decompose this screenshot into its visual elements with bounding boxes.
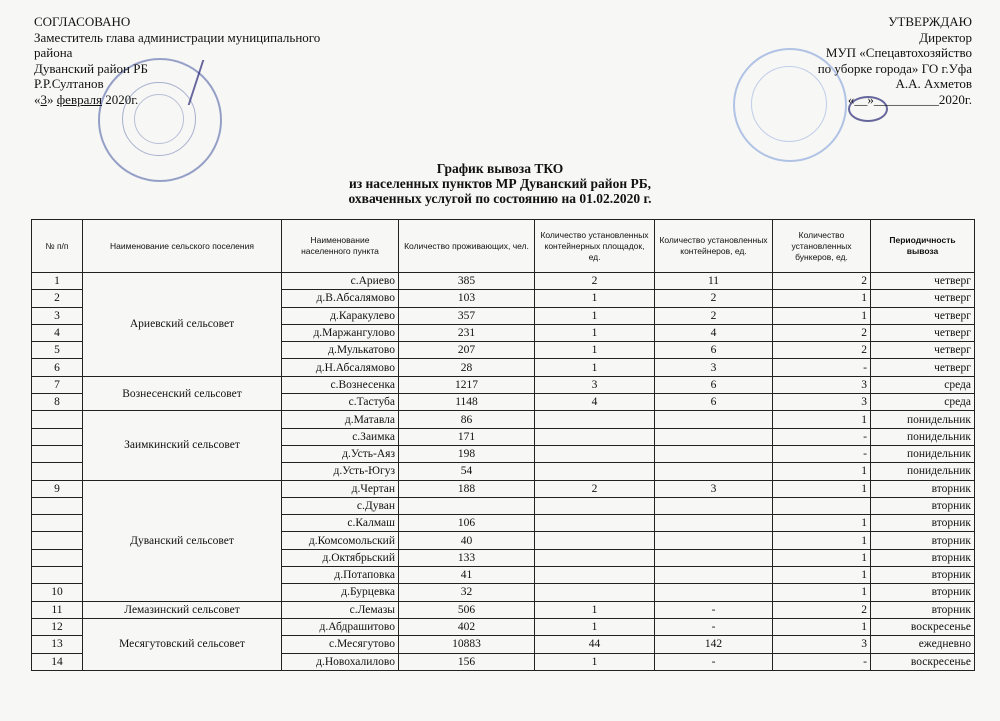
title-line: охваченных услугой по состоянию на 01.02.2020 г.	[348, 191, 652, 206]
row-number-cell: 11	[32, 601, 83, 618]
frequency-cell: вторник	[871, 532, 975, 549]
containers-cell	[655, 515, 773, 532]
population-cell: 198	[399, 445, 535, 462]
column-header: Наименование населенного пункта	[282, 220, 399, 273]
approval-date: «__»__________2020г.	[847, 91, 972, 107]
column-header: Количество установленных контейнеров, ед.	[655, 220, 773, 273]
sites-cell: 1	[535, 324, 655, 341]
sites-cell: 1	[535, 359, 655, 376]
bunkers-cell: 1	[773, 463, 871, 480]
row-number-cell	[32, 567, 83, 584]
approval-line: Дуванский район РБ	[34, 60, 148, 76]
frequency-cell: вторник	[871, 480, 975, 497]
bunkers-cell	[773, 497, 871, 514]
bunkers-cell: -	[773, 359, 871, 376]
containers-cell: -	[655, 618, 773, 635]
approval-heading: УТВЕРЖДАЮ	[888, 14, 972, 29]
column-header: Количество проживающих, чел.	[399, 220, 535, 273]
bunkers-cell: -	[773, 653, 871, 670]
locality-cell: с.Дуван	[282, 497, 399, 514]
population-cell: 171	[399, 428, 535, 445]
containers-cell	[655, 567, 773, 584]
approval-line: МУП «Спецавтохозяйство	[825, 45, 972, 60]
frequency-cell: вторник	[871, 497, 975, 514]
table-row	[32, 618, 975, 635]
frequency-cell: четверг	[871, 290, 975, 307]
settlement-cell: Заимкинский сельсовет	[83, 411, 282, 480]
approval-heading: СОГЛАСОВАНО	[34, 14, 131, 29]
row-number-cell	[32, 428, 83, 445]
containers-cell: 6	[655, 376, 773, 393]
locality-cell: д.В.Абсалямово	[282, 290, 399, 307]
bunkers-cell: 2	[773, 324, 871, 341]
row-number-cell	[32, 549, 83, 566]
row-number-cell: 10	[32, 584, 83, 601]
row-number-cell	[32, 463, 83, 480]
containers-cell: 4	[655, 324, 773, 341]
containers-cell: -	[655, 653, 773, 670]
row-number-cell	[32, 411, 83, 428]
row-number-cell	[32, 515, 83, 532]
sites-cell: 1	[535, 618, 655, 635]
frequency-cell: четверг	[871, 273, 975, 290]
bunkers-cell: 2	[773, 342, 871, 359]
sites-cell: 3	[535, 376, 655, 393]
locality-cell: д.Новохалилово	[282, 653, 399, 670]
column-header: № п/п	[32, 220, 83, 273]
approval-date-month: февраля	[56, 91, 102, 107]
frequency-cell: вторник	[871, 584, 975, 601]
table-header-row	[32, 220, 975, 273]
settlement-cell: Лемазинский сельсовет	[83, 601, 282, 618]
containers-cell	[655, 532, 773, 549]
bunkers-cell: 3	[773, 394, 871, 411]
settlement-cell: Вознесенский сельсовет	[83, 376, 282, 411]
bunkers-cell: 1	[773, 618, 871, 635]
locality-cell: с.Тастуба	[282, 394, 399, 411]
frequency-cell: вторник	[871, 601, 975, 618]
row-number-cell: 1	[32, 273, 83, 290]
approval-line: Р.Р.Султанов	[34, 76, 104, 91]
sites-cell	[535, 549, 655, 566]
sites-cell	[535, 532, 655, 549]
frequency-cell: четверг	[871, 342, 975, 359]
frequency-cell: понидельник	[871, 463, 975, 480]
frequency-cell: среда	[871, 376, 975, 393]
title-line: из населенных пунктов МР Дуванский район РБ,	[348, 176, 652, 191]
population-cell: 86	[399, 411, 535, 428]
sites-cell	[535, 445, 655, 462]
approval-block-left	[34, 14, 354, 107]
containers-cell: 2	[655, 290, 773, 307]
containers-cell: 6	[655, 394, 773, 411]
locality-cell: д.Матавла	[282, 411, 399, 428]
sites-cell: 1	[535, 290, 655, 307]
sites-cell: 1	[535, 307, 655, 324]
locality-cell: д.Усть-Югуз	[282, 463, 399, 480]
population-cell: 357	[399, 307, 535, 324]
bunkers-cell: -	[773, 428, 871, 445]
population-cell: 207	[399, 342, 535, 359]
bunkers-cell: 1	[773, 307, 871, 324]
bunkers-cell: 1	[773, 584, 871, 601]
population-cell: 1148	[399, 394, 535, 411]
bunkers-cell: 1	[773, 567, 871, 584]
containers-cell: 6	[655, 342, 773, 359]
table-row	[32, 601, 975, 618]
sites-cell: 4	[535, 394, 655, 411]
document-title	[0, 161, 1000, 206]
locality-cell: с.Вознесенка	[282, 376, 399, 393]
bunkers-cell: 1	[773, 549, 871, 566]
population-cell: 156	[399, 653, 535, 670]
containers-cell	[655, 428, 773, 445]
row-number-cell: 6	[32, 359, 83, 376]
approval-line: района	[34, 45, 73, 60]
settlement-cell: Дуванский сельсовет	[83, 480, 282, 601]
locality-cell: д.Маржангулово	[282, 324, 399, 341]
population-cell: 10883	[399, 636, 535, 653]
approval-line: А.А. Ахметов	[895, 76, 972, 91]
locality-cell: д.Чертан	[282, 480, 399, 497]
sites-cell	[535, 497, 655, 514]
frequency-cell: вторник	[871, 567, 975, 584]
locality-cell: д.Бурцевка	[282, 584, 399, 601]
bunkers-cell: 1	[773, 411, 871, 428]
containers-cell: 2	[655, 307, 773, 324]
settlement-cell: Ариевский сельсовет	[83, 273, 282, 377]
frequency-cell: ежедневно	[871, 636, 975, 653]
locality-cell: д.Каракулево	[282, 307, 399, 324]
population-cell: 106	[399, 515, 535, 532]
frequency-cell: понидельник	[871, 428, 975, 445]
locality-cell: д.Комсомольский	[282, 532, 399, 549]
population-cell: 40	[399, 532, 535, 549]
approval-line: Заместитель глава администрации муниципального	[34, 29, 321, 45]
table-row	[32, 273, 975, 290]
locality-cell: д.Н.Абсалямово	[282, 359, 399, 376]
containers-cell	[655, 584, 773, 601]
row-number-cell: 3	[32, 307, 83, 324]
frequency-cell: понидельник	[871, 445, 975, 462]
population-cell: 54	[399, 463, 535, 480]
locality-cell: д.Абдрашитово	[282, 618, 399, 635]
approval-block-right	[652, 14, 972, 107]
column-header: Количество установленных бункеров, ед.	[773, 220, 871, 273]
frequency-cell: вторник	[871, 549, 975, 566]
frequency-cell: воскресенье	[871, 618, 975, 635]
locality-cell: д.Мулькатово	[282, 342, 399, 359]
bunkers-cell: 1	[773, 532, 871, 549]
column-header: Наименование сельского поселения	[83, 220, 282, 273]
containers-cell	[655, 411, 773, 428]
population-cell: 402	[399, 618, 535, 635]
bunkers-cell: 1	[773, 480, 871, 497]
frequency-cell: четверг	[871, 324, 975, 341]
frequency-cell: воскресенье	[871, 653, 975, 670]
bunkers-cell: 2	[773, 601, 871, 618]
locality-cell: с.Месягутово	[282, 636, 399, 653]
locality-cell: д.Усть-Аяз	[282, 445, 399, 462]
locality-cell: д.Потаповка	[282, 567, 399, 584]
sites-cell: 2	[535, 273, 655, 290]
frequency-cell: понидельник	[871, 411, 975, 428]
sites-cell	[535, 515, 655, 532]
containers-cell	[655, 497, 773, 514]
sites-cell: 1	[535, 601, 655, 618]
sites-cell: 1	[535, 342, 655, 359]
containers-cell: 142	[655, 636, 773, 653]
locality-cell: с.Ариево	[282, 273, 399, 290]
table-row	[32, 411, 975, 428]
row-number-cell	[32, 497, 83, 514]
row-number-cell	[32, 445, 83, 462]
containers-cell	[655, 445, 773, 462]
locality-cell: д.Октябрьский	[282, 549, 399, 566]
sites-cell	[535, 584, 655, 601]
population-cell: 188	[399, 480, 535, 497]
row-number-cell: 2	[32, 290, 83, 307]
population-cell: 103	[399, 290, 535, 307]
table-row	[32, 376, 975, 393]
approval-date: «3» февраля 2020г.	[34, 91, 139, 107]
population-cell: 1217	[399, 376, 535, 393]
locality-cell: с.Лемазы	[282, 601, 399, 618]
containers-cell: 11	[655, 273, 773, 290]
frequency-cell: четверг	[871, 307, 975, 324]
approval-line: по уборке города» ГО г.Уфа	[817, 60, 972, 76]
bunkers-cell: 3	[773, 636, 871, 653]
approval-line: Директор	[919, 29, 972, 45]
sites-cell: 44	[535, 636, 655, 653]
population-cell: 231	[399, 324, 535, 341]
sites-cell	[535, 567, 655, 584]
schedule-table	[31, 219, 975, 671]
containers-cell: 3	[655, 359, 773, 376]
sites-cell: 1	[535, 653, 655, 670]
row-number-cell: 5	[32, 342, 83, 359]
population-cell: 28	[399, 359, 535, 376]
row-number-cell: 4	[32, 324, 83, 341]
population-cell: 506	[399, 601, 535, 618]
population-cell	[399, 497, 535, 514]
population-cell: 32	[399, 584, 535, 601]
row-number-cell: 13	[32, 636, 83, 653]
containers-cell: -	[655, 601, 773, 618]
row-number-cell: 8	[32, 394, 83, 411]
bunkers-cell: 2	[773, 273, 871, 290]
containers-cell	[655, 549, 773, 566]
approval-date-day: 3	[40, 91, 47, 107]
row-number-cell: 12	[32, 618, 83, 635]
title-line: График вывоза ТКО	[436, 161, 564, 176]
population-cell: 385	[399, 273, 535, 290]
sites-cell: 2	[535, 480, 655, 497]
population-cell: 41	[399, 567, 535, 584]
sites-cell	[535, 428, 655, 445]
bunkers-cell: 1	[773, 515, 871, 532]
bunkers-cell: 3	[773, 376, 871, 393]
containers-cell: 3	[655, 480, 773, 497]
frequency-cell: четверг	[871, 359, 975, 376]
population-cell: 133	[399, 549, 535, 566]
locality-cell: с.Заимка	[282, 428, 399, 445]
bunkers-cell: -	[773, 445, 871, 462]
frequency-cell: вторник	[871, 515, 975, 532]
sites-cell	[535, 411, 655, 428]
row-number-cell	[32, 532, 83, 549]
table-row	[32, 480, 975, 497]
sites-cell	[535, 463, 655, 480]
frequency-cell: среда	[871, 394, 975, 411]
column-header: Количество установленных контейнерных площадок, ед.	[535, 220, 655, 273]
locality-cell: с.Калмаш	[282, 515, 399, 532]
row-number-cell: 14	[32, 653, 83, 670]
column-header: Периодичность вывоза	[871, 220, 975, 273]
bunkers-cell: 1	[773, 290, 871, 307]
row-number-cell: 7	[32, 376, 83, 393]
row-number-cell: 9	[32, 480, 83, 497]
containers-cell	[655, 463, 773, 480]
settlement-cell: Месягутовский сельсовет	[83, 618, 282, 670]
